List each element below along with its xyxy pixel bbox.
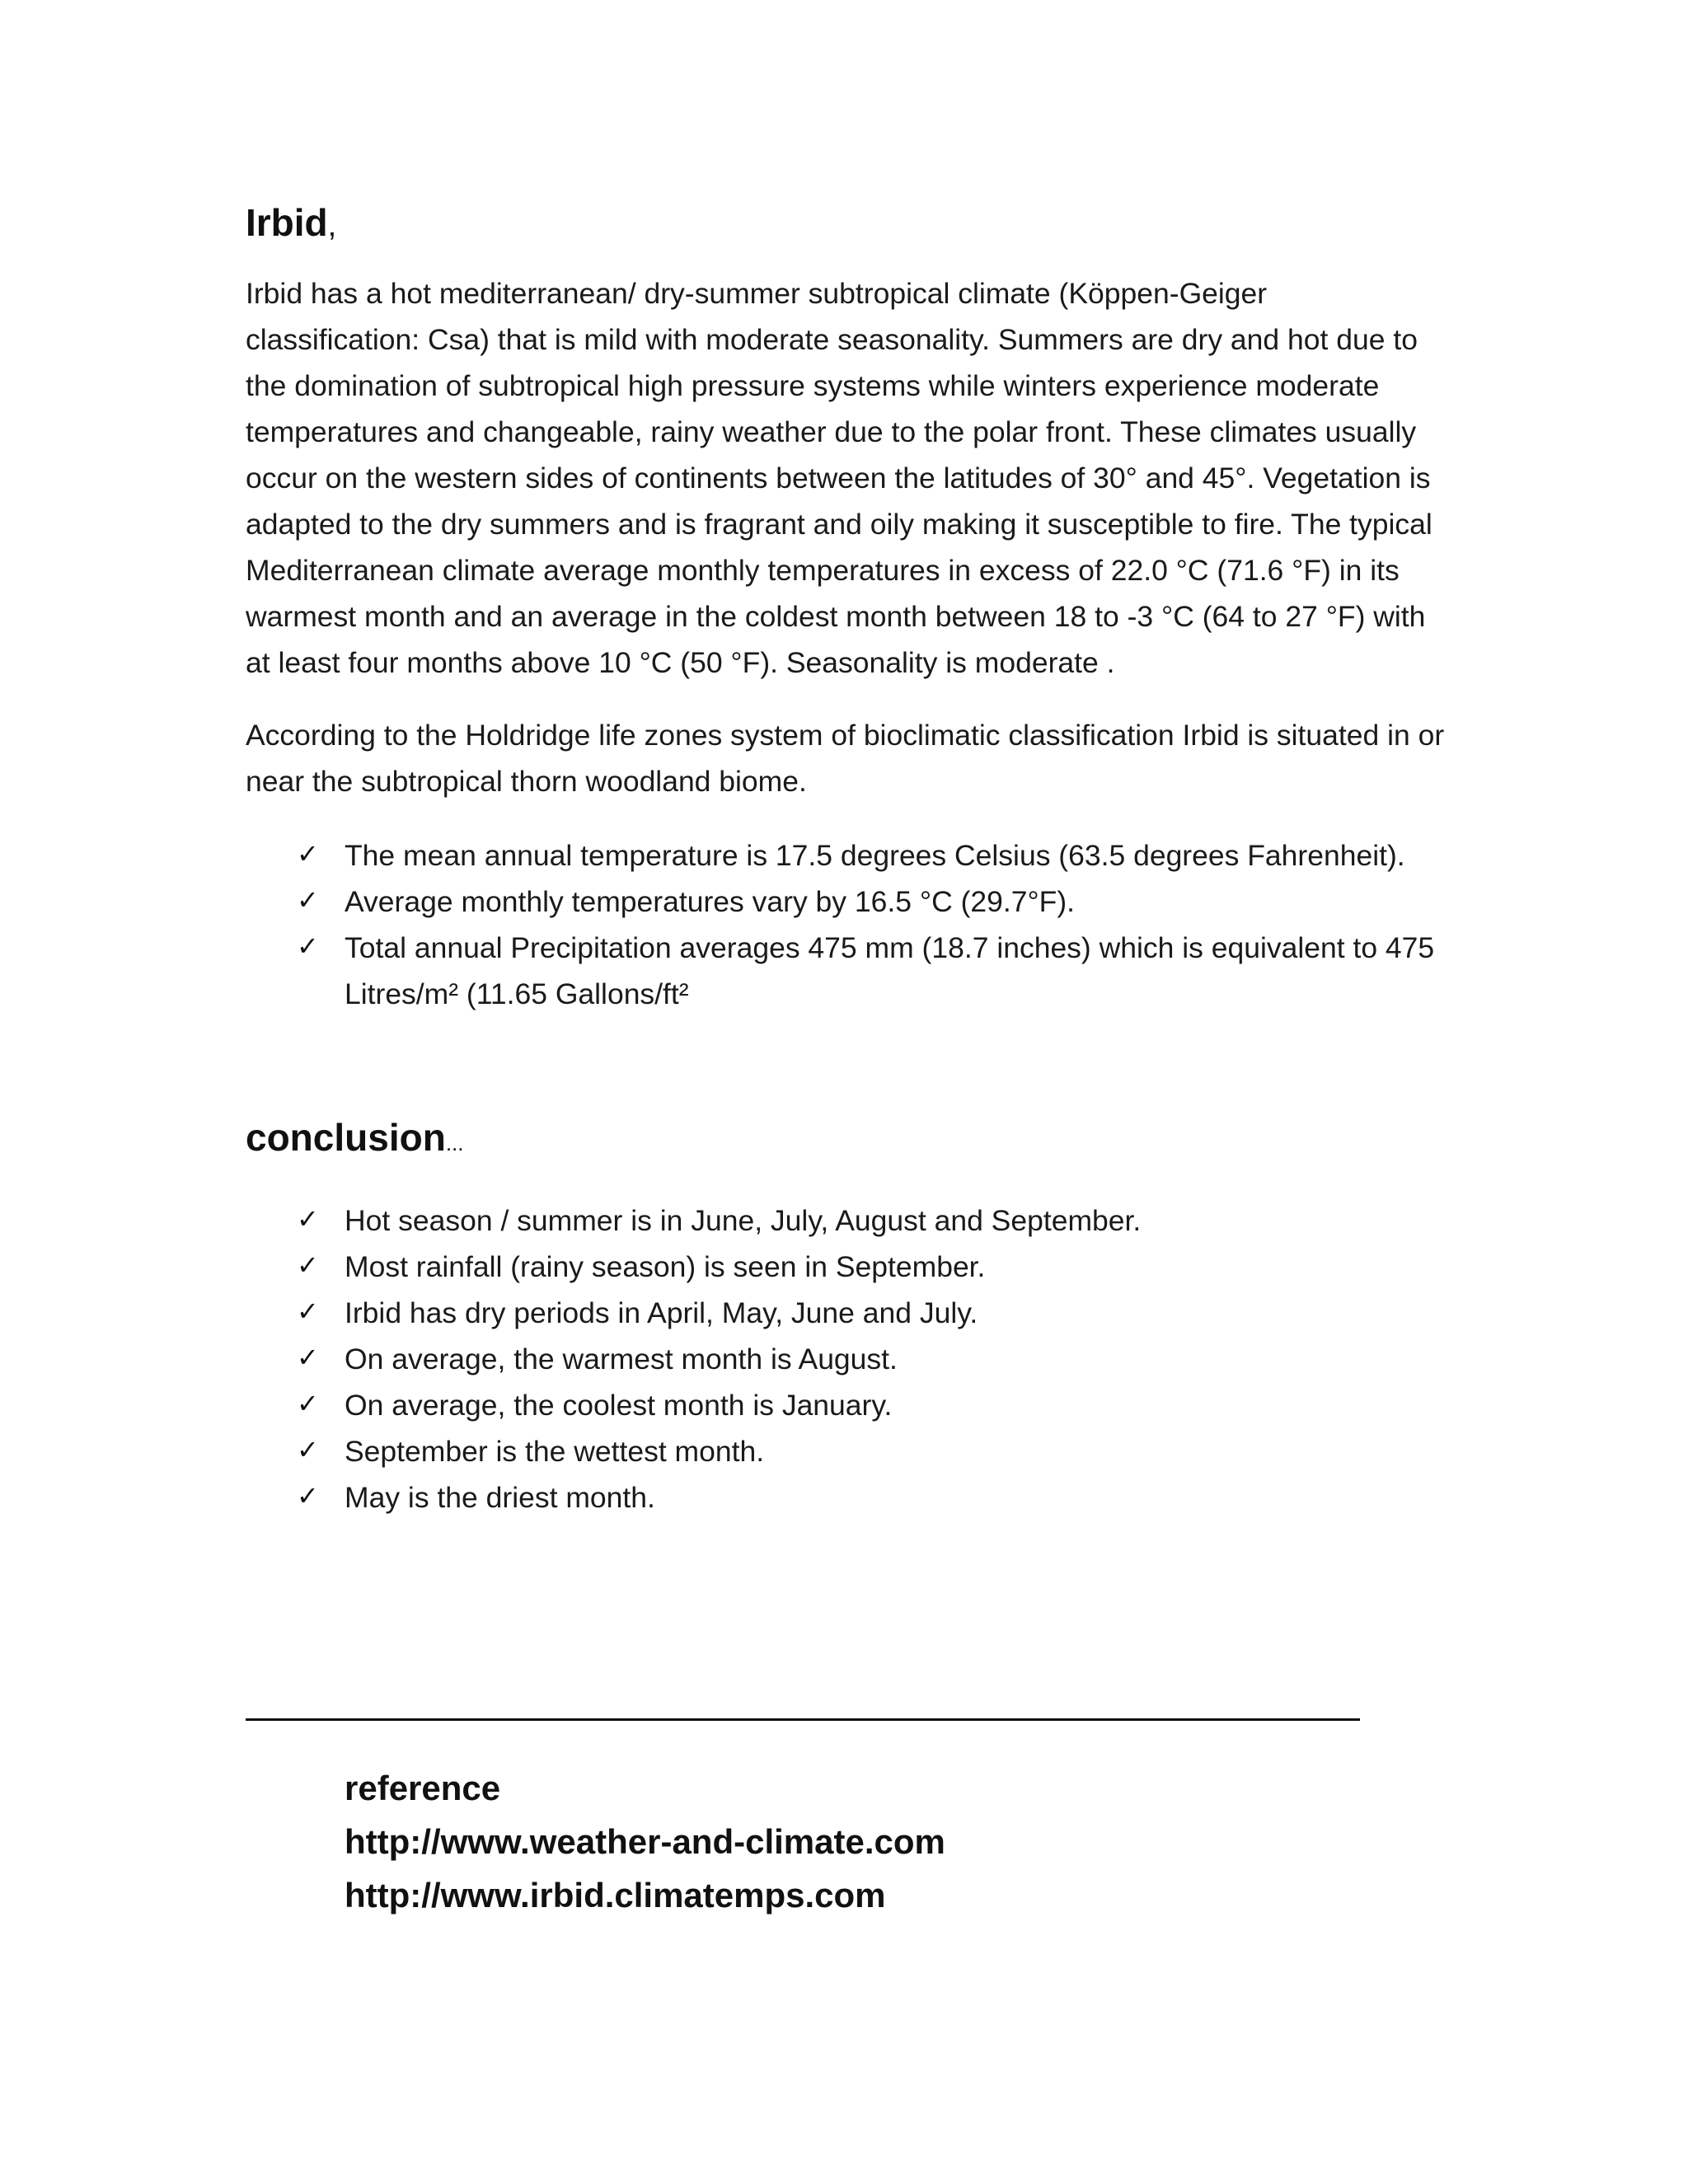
checkmark-icon: ✓ <box>297 1249 319 1281</box>
heading-text: conclusion <box>246 1116 446 1159</box>
checkmark-icon: ✓ <box>297 884 319 916</box>
list-item-text: Irbid has dry periods in April, May, June and July. <box>345 1296 978 1329</box>
checkmark-icon: ✓ <box>297 1342 319 1373</box>
list-item-text: Hot season / summer is in June, July, August and September. <box>345 1204 1142 1237</box>
heading-suffix: , <box>327 209 337 243</box>
list-item-text: May is the driest month. <box>345 1481 655 1514</box>
list-item <box>246 1382 1449 1428</box>
checkmark-icon: ✓ <box>297 838 319 869</box>
heading-suffix: ... <box>445 1131 464 1155</box>
climate-description-paragraph: Irbid has a hot mediterranean/ dry-summer subtropical climate (Köppen-Geiger classification: Csa) that is mild with moderate seasonality. Summers are dry and hot due to the domination of subtropical high pressure systems while winters experience moderate temperatures and changeable, rainy weather due to the polar front. These climates usually occur on the western sides of continents between the latitudes of 30° and 45°. Vegetation is adapted to the dry summers and is fragrant and oily making it susceptible to fire. The typical Mediterranean climate average monthly temperatures in excess of 22.0 °C (71.6 °F) in its warmest month and an average in the coldest month between 18 to -3 °C (64 to 27 °F) with at least four months above 10 °C (50 °F). Seasonality is moderate . <box>246 277 1432 679</box>
reference-link-climatemps[interactable]: http://www.irbid.climatemps.com <box>345 1876 886 1915</box>
list-item-text: On average, the warmest month is August. <box>345 1343 898 1376</box>
list-item <box>246 1244 1449 1290</box>
list-item-text: Most rainfall (rainy season) is seen in September. <box>345 1250 986 1283</box>
list-item-text: The mean annual temperature is 17.5 degrees Celsius (63.5 degrees Fahrenheit). <box>345 839 1405 872</box>
list-item <box>246 1474 1449 1521</box>
conclusion-list <box>246 1197 1449 1521</box>
section-heading-conclusion <box>246 1113 1449 1168</box>
checkmark-icon: ✓ <box>297 1203 319 1235</box>
heading-text: Irbid <box>246 201 328 244</box>
holdridge-paragraph: According to the Holdridge life zones system of bioclimatic classification Irbid is situated in or near the subtropical thorn woodland biome. <box>246 719 1445 798</box>
document-body <box>246 198 1449 1521</box>
reference-link-weather-and-climate[interactable]: http://www.weather-and-climate.com <box>345 1822 945 1861</box>
list-item <box>246 925 1449 1017</box>
list-item <box>246 832 1449 879</box>
climate-facts-list <box>246 832 1449 1017</box>
section-heading-irbid <box>246 198 1449 251</box>
list-item <box>246 1290 1449 1336</box>
references-block <box>345 1761 945 1922</box>
list-item <box>246 1336 1449 1382</box>
checkmark-icon: ✓ <box>297 1480 319 1511</box>
list-item-text: September is the wettest month. <box>345 1435 765 1468</box>
list-item-text: Total annual Precipitation averages 475 mm (18.7 inches) which is equivalent to 475 Litres/m² (11.65 Gallons/ft² <box>345 931 1435 1010</box>
list-item <box>246 1428 1449 1474</box>
list-item-text: On average, the coolest month is January. <box>345 1389 893 1422</box>
list-item <box>246 1197 1449 1244</box>
checkmark-icon: ✓ <box>297 930 319 962</box>
checkmark-icon: ✓ <box>297 1388 319 1419</box>
checkmark-icon: ✓ <box>297 1296 319 1327</box>
list-item-text: Average monthly temperatures vary by 16.5 °C (29.7°F). <box>345 885 1076 918</box>
list-item <box>246 879 1449 925</box>
checkmark-icon: ✓ <box>297 1434 319 1465</box>
horizontal-divider <box>246 1718 1360 1721</box>
references-title: reference <box>345 1769 501 1807</box>
